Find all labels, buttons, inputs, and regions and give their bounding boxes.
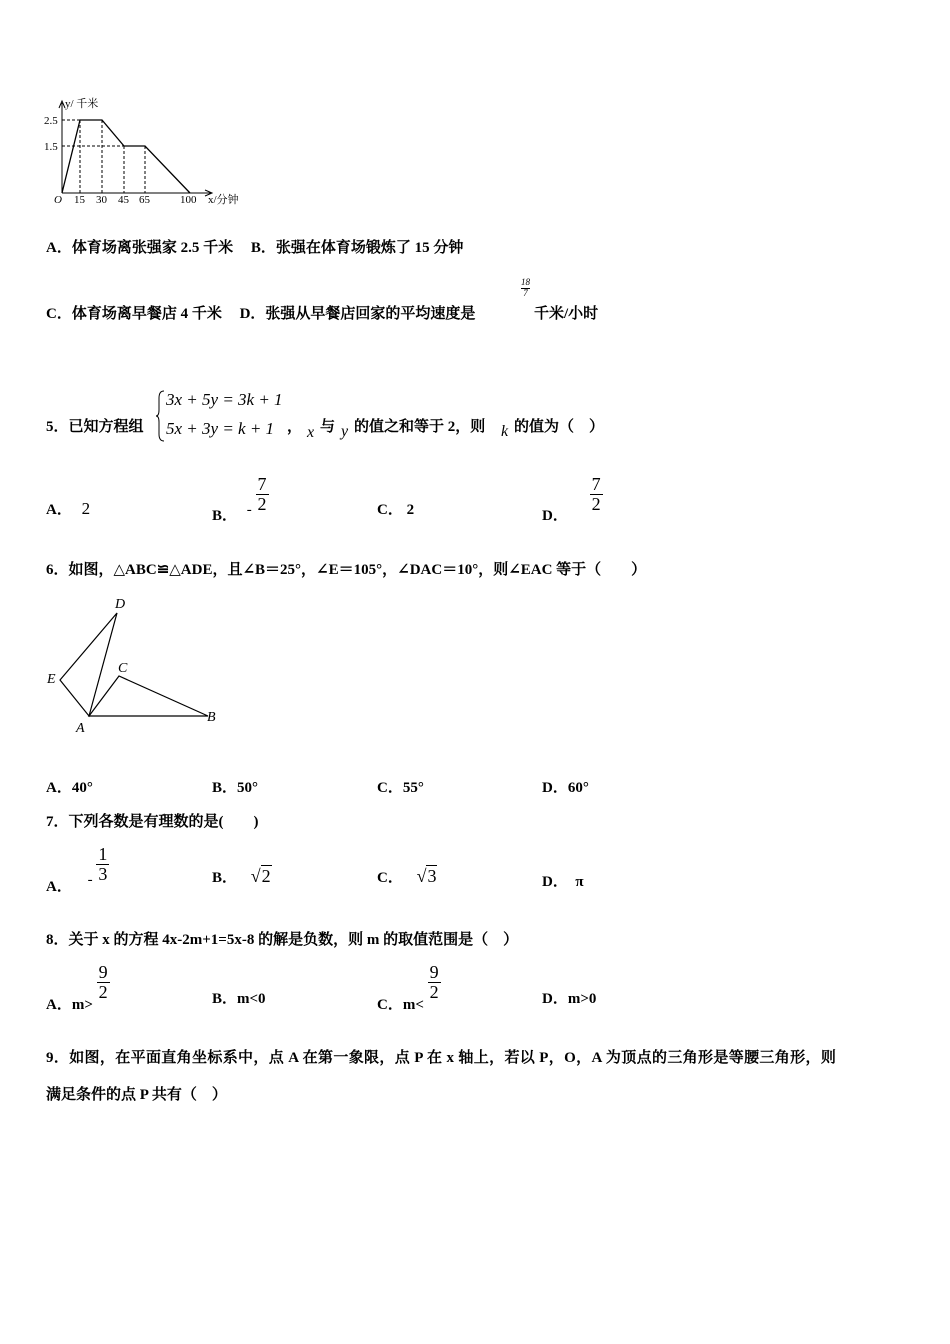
q5-option-d[interactable] <box>542 474 603 524</box>
q8-option-a-fraction <box>97 963 110 1002</box>
q7-option-c-sqrt: √3 <box>416 866 437 886</box>
x-axis-label: x/分钟 <box>208 194 239 206</box>
q5-option-d-den: 2 <box>591 493 601 514</box>
q7-question: 7．下列各数是有理数的是( ) <box>46 814 259 830</box>
q7-option-c-radicand: 3 <box>427 866 437 886</box>
q5-equation-1: 3x + 5y = 3k + 1 <box>166 390 283 409</box>
q5-option-c-label: C． <box>377 502 403 518</box>
q5-option-d-fraction <box>590 475 603 514</box>
q4-option-b[interactable]: B．张强在体育场锻炼了 15 分钟 <box>250 240 464 256</box>
q4-option-a[interactable]: A．体育场离张强家 2.5 千米 <box>46 240 234 256</box>
q5-option-a-value: 2 <box>81 499 91 518</box>
q7-option-b-sqrt: √2 <box>250 866 271 886</box>
q7-option-a-label: A． <box>46 878 72 895</box>
q7-option-b[interactable] <box>212 866 272 887</box>
q6-option-d[interactable]: D．60° <box>542 780 589 796</box>
q8-option-a-num: 9 <box>98 962 108 982</box>
q5-left-brace-icon <box>156 390 166 442</box>
q4-option-d-text: D．张强从早餐店回家的平均速度是 <box>239 306 476 322</box>
x-tick-65: 65 <box>139 194 150 206</box>
q5-option-c[interactable] <box>377 498 414 519</box>
q4-d-frac-den: 7 <box>521 288 530 299</box>
q4-options-row2 <box>46 302 475 323</box>
q7-option-d[interactable]: D． π <box>542 874 584 890</box>
q7-option-a-fraction <box>96 845 109 884</box>
x-tick-100: 100 <box>180 194 197 206</box>
q5-option-b-fraction <box>256 475 269 514</box>
q7-option-c-label: C． <box>377 870 403 886</box>
q5-option-b-num: 7 <box>257 474 267 494</box>
q8-question: 8．关于 x 的方程 4x-2m+1=5x-8 的解是负数，则 m 的取值范围是（ ） <box>46 932 519 948</box>
point-b-label: B <box>207 710 216 725</box>
q5-option-b-sign: - <box>246 501 252 518</box>
q5-text-end: 的值为（ ） <box>514 419 605 435</box>
distance-time-graph <box>40 95 250 207</box>
q5-option-b-label: B． <box>212 507 238 524</box>
q5-var-y: y <box>341 423 349 440</box>
q8-option-d[interactable]: D．m>0 <box>542 991 597 1007</box>
graph-line <box>62 120 190 193</box>
q7-option-b-label: B． <box>212 870 238 886</box>
q5-text-after: 的值之和等于 2，则 <box>354 419 486 435</box>
q4-option-c[interactable]: C．体育场离早餐店 4 千米 <box>46 306 222 322</box>
q8-option-c[interactable] <box>377 962 441 1013</box>
q4-d-frac-num: 18 <box>521 277 530 287</box>
q4-d-unit: 千米/小时 <box>534 306 599 322</box>
q7-option-b-radicand: 2 <box>261 866 271 886</box>
x-tick-30: 30 <box>96 194 107 206</box>
q5-var-x: x <box>307 424 315 441</box>
q5-option-a-label: A． <box>46 502 72 518</box>
q6-option-c[interactable]: C．55° <box>377 780 424 796</box>
q4-option-d[interactable] <box>240 306 476 322</box>
q5-text-mid: 与 <box>320 419 336 435</box>
q8-option-c-label: C．m< <box>377 996 424 1013</box>
q5-var-k: k <box>501 423 509 440</box>
q4-d-fraction <box>521 278 530 299</box>
q5-prefix: 5．已知方程组 <box>46 419 144 435</box>
q8-option-a-den: 2 <box>98 981 108 1002</box>
q6-option-a[interactable]: A．40° <box>46 780 93 796</box>
x-tick-45: 45 <box>118 194 129 206</box>
y-tick-1.5: 1.5 <box>44 141 58 153</box>
q8-option-b[interactable]: B．m<0 <box>212 991 266 1007</box>
y-tick-2.5: 2.5 <box>44 115 58 127</box>
q5-option-d-label: D． <box>542 507 568 524</box>
q7-option-a-den: 3 <box>98 863 108 884</box>
q4-options-row1 <box>46 236 463 257</box>
q7-option-a-num: 1 <box>98 844 108 864</box>
triangle-abc <box>89 676 208 716</box>
q9-question-line1: 9．如图，在平面直角坐标系中，点 A 在第一象限，点 P 在 x 轴上，若以 P，O，A 为顶点的三角形是等腰三角形，则 <box>46 1050 837 1066</box>
q8-option-c-fraction <box>428 963 441 1002</box>
q5-option-b[interactable] <box>212 474 269 524</box>
q7-option-a-sign: - <box>87 871 93 888</box>
q5-option-d-num: 7 <box>591 474 601 494</box>
q7-option-a[interactable] <box>46 844 109 895</box>
point-d-label: D <box>115 597 126 612</box>
q5-option-c-value: 2 <box>406 502 415 518</box>
q8-option-a[interactable] <box>46 962 110 1013</box>
q5-option-a[interactable] <box>46 498 90 519</box>
q5-option-b-den: 2 <box>257 493 267 514</box>
x-tick-15: 15 <box>74 194 85 206</box>
q6-option-b[interactable]: B．50° <box>212 780 259 796</box>
q5-comma: ， <box>287 419 303 435</box>
point-a-label: A <box>76 721 85 736</box>
q6-question: 6．如图，△ABC≌△ADE，且∠B＝25°，∠E＝105°，∠DAC＝10°，则∠EAC 等于（ ） <box>46 562 647 578</box>
point-e-label: E <box>47 672 56 687</box>
q9-question-line2: 满足条件的点 P 共有（ ） <box>46 1087 227 1103</box>
point-c-label: C <box>118 661 128 676</box>
y-axis-label: y/ 千米 <box>65 98 99 110</box>
origin-label: O <box>54 194 62 206</box>
q8-option-c-num: 9 <box>429 962 439 982</box>
triangle-figure <box>40 590 230 740</box>
q5-equation-2: 5x + 3y = k + 1 <box>166 419 275 438</box>
q8-option-c-den: 2 <box>429 981 439 1002</box>
q8-option-a-label: A．m> <box>46 996 93 1013</box>
triangle-ade <box>60 613 117 716</box>
q7-option-c[interactable] <box>377 866 437 887</box>
